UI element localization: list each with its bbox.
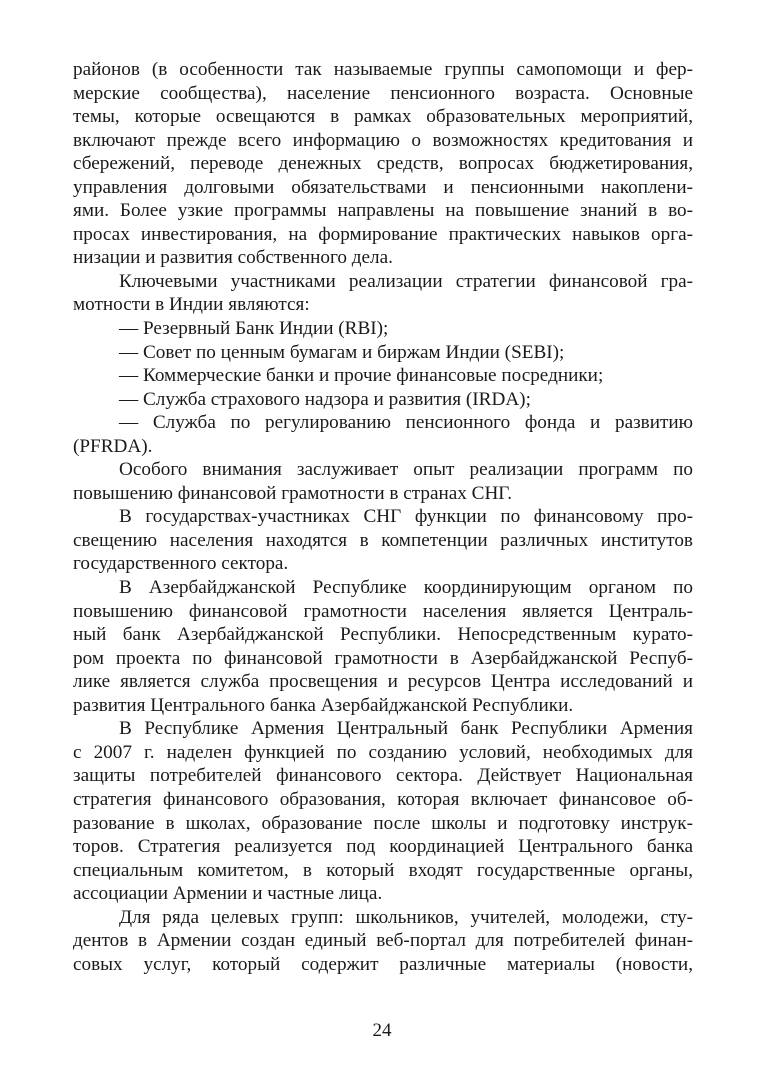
paragraph — [73, 341, 693, 365]
text-line: ный банк Азербайджанской Республики. Непосредственным курато- — [73, 624, 693, 646]
text-line: мотности в Индии являются: — [73, 294, 310, 316]
paragraph — [73, 906, 693, 977]
text-line: развития Центрального банка Азербайджанской Республики. — [73, 694, 574, 716]
text-line: темы, которые освещаются в рамках образовательных мероприятий, — [73, 106, 693, 128]
text-line: торов. Стратегия реализуется под координацией Центрального банка — [73, 836, 693, 858]
text-line: дентов в Армении создан единый веб-портал для потребителей финан- — [73, 930, 693, 952]
text-line: Особого внимания заслуживает опыт реализации программ по — [119, 459, 693, 481]
paragraph — [73, 317, 693, 341]
text-line: районов (в особенности так называемые группы самопомощи и фер- — [73, 59, 693, 80]
text-line: разование в школах, образование после школы и подготовку инструк- — [73, 812, 693, 834]
text-line: В Республике Армения Центральный банк Республики Армения — [119, 718, 693, 740]
paragraph — [73, 411, 693, 458]
text-line: свещению населения находятся в компетенции различных институтов — [73, 529, 693, 551]
paragraph — [73, 717, 693, 905]
text-line: управления долговыми обязательствами и пенсионными накоплени- — [73, 176, 693, 198]
text-line: сбережений, переводе денежных средств, вопросах бюджетирования, — [73, 153, 693, 175]
text-line: мерские сообщества), население пенсионного возраста. Основные — [73, 82, 693, 104]
text-line: повышению финансовой грамотности в странах СНГ. — [73, 482, 513, 504]
text-line: — Служба по регулированию пенсионного фонда и развитию — [119, 412, 693, 434]
text-line: специальным комитетом, в который входят государственные органы, — [73, 859, 693, 881]
page-body — [73, 58, 693, 976]
text-line: — Служба страхового надзора и развития (IRDA); — [119, 388, 531, 410]
text-line: защиты потребителей финансового сектора. Действует Национальная — [73, 765, 693, 787]
paragraph — [73, 576, 693, 717]
text-line: — Коммерческие банки и прочие финансовые посредники; — [119, 365, 604, 387]
paragraph — [73, 505, 693, 576]
text-line: ассоциации Армении и частные лица. — [73, 883, 383, 905]
text-line: государственного сектора. — [73, 553, 289, 575]
text-line: Для ряда целевых групп: школьников, учителей, молодежи, сту- — [119, 906, 693, 928]
paragraph — [73, 364, 693, 388]
paragraph — [73, 458, 693, 505]
text-line: лике является служба просвещения и ресурсов Центра исследований и — [73, 671, 693, 693]
text-line: просах инвестирования, на формирование практических навыков орга- — [73, 223, 693, 245]
paragraph — [73, 270, 693, 317]
text-line: — Совет по ценным бумагам и биржам Индии (SEBI); — [119, 341, 565, 363]
paragraph — [73, 388, 693, 412]
text-line: Ключевыми участниками реализации стратегии финансовой гра- — [119, 270, 693, 292]
text-line: ями. Более узкие программы направлены на повышение знаний в во- — [73, 200, 693, 222]
text-line: В Азербайджанской Республике координирующим органом по — [119, 577, 693, 599]
text-line: (PFRDA). — [73, 435, 153, 457]
page-number: 24 — [372, 1020, 392, 1041]
text-line: стратегия финансового образования, которая включает финансовое об- — [73, 788, 693, 810]
text-line: В государствах-участниках СНГ функции по финансовому про- — [119, 506, 693, 528]
text-line: низации и развития собственного дела. — [73, 247, 393, 269]
paragraph — [73, 58, 693, 270]
text-line: — Резервный Банк Индии (RBI); — [119, 318, 389, 340]
text-line: повышению финансовой грамотности населения является Централь- — [73, 600, 693, 622]
text-line: ром проекта по финансовой грамотности в Азербайджанской Респуб- — [73, 647, 693, 669]
text-line: включают прежде всего информацию о возможностях кредитования и — [73, 129, 693, 151]
text-line: с 2007 г. наделен функцией по созданию условий, необходимых для — [73, 741, 693, 763]
text-line: совых услуг, который содержит различные материалы (новости, — [73, 953, 693, 975]
